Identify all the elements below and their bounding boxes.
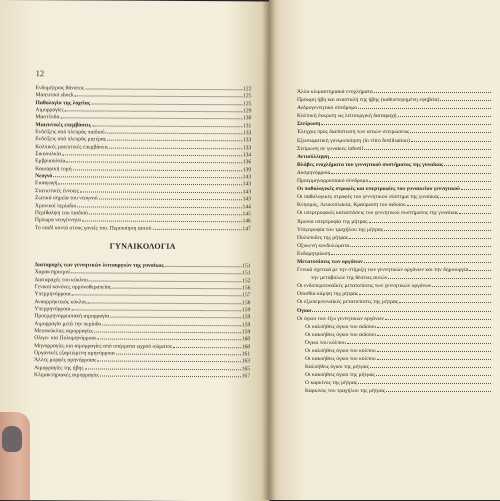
toc-list-obstetrics [35, 85, 252, 233]
toc-dot-leader [369, 181, 491, 182]
toc-entry-page: 160 [241, 336, 251, 343]
toc-entry-title: Πολύποδες της μήτρας [297, 234, 349, 241]
toc-entry [297, 363, 492, 371]
toc-dot-leader [359, 294, 491, 295]
toc-entry [297, 137, 492, 145]
toc-dot-leader [92, 125, 242, 127]
toc-entry [297, 371, 492, 379]
toc-entry-title: Στείρωση σε γυναίκες infertil [297, 145, 364, 152]
toc-entry-title: Εισαγωγή [35, 180, 58, 187]
toc-dot-leader [85, 368, 241, 370]
toc-dot-leader [89, 213, 242, 215]
toc-entry-page: 143 [242, 189, 252, 196]
toc-dot-leader [469, 270, 491, 271]
toc-entry-title: Το παιδί κοντά στους γονείς του. Περιποίηση αυτού [34, 224, 152, 232]
toc-entry [297, 145, 492, 153]
toc-entry-page: 134 [242, 152, 252, 159]
toc-entry [297, 242, 492, 250]
toc-dot-leader [116, 354, 241, 356]
toc-entry-title: Προεμμηνορρυσιακό σύνδρομο [297, 178, 369, 185]
toc-entry [297, 112, 492, 120]
toc-dot-leader [459, 213, 491, 214]
toc-dot-leader [330, 157, 491, 158]
toc-dot-leader [94, 331, 241, 333]
toc-dot-leader [152, 228, 241, 229]
toc-entry-page: 151 [242, 263, 251, 270]
toc-dot-leader [165, 266, 241, 267]
toc-entry [297, 339, 492, 347]
toc-dot-leader [440, 100, 491, 101]
toc-dot-leader [77, 206, 241, 208]
toc-entry-title: Διαταραχές του κύκλου [34, 276, 88, 284]
right-page [269, 0, 500, 500]
toc-dot-leader [386, 391, 491, 392]
toc-entry [297, 266, 492, 274]
toc-entry-page: 157 [242, 292, 251, 299]
toc-dot-leader [73, 169, 242, 171]
toc-entry [297, 209, 492, 217]
toc-entry-title: την μεταβολών της θέσεως αυτών [311, 275, 388, 282]
toc-dot-leader [444, 165, 491, 166]
toc-dot-leader [71, 309, 241, 311]
toc-entry-title: Μηνορραγίες και αιμορραγίες από σπέρματα ωχρού σώματος [34, 342, 173, 350]
toc-entry-title: Γενικά σχετικά με την στήριξη των γεννητικών οργάνων και την δημιουργία [297, 267, 469, 274]
toc-entry-title: Υπερτροφία του τραχήλου της μήτρας [297, 226, 384, 233]
toc-entry [35, 225, 251, 233]
toc-entry-page: 159 [241, 321, 251, 328]
toc-entry-title: Οι υπερτροφικές καταστάσεις του γεννητικού συστήματος της γυναίκας [297, 210, 459, 217]
toc-entry-page: 144 [242, 203, 251, 210]
toc-entry [297, 193, 492, 201]
thumb-nail [2, 426, 22, 452]
toc-entry-title: Προεμμηνορρυσιακή αιμορραγία [34, 313, 110, 320]
toc-entry-page: 161 [241, 351, 251, 358]
toc-dot-leader [411, 141, 491, 142]
toc-dot-leader [347, 343, 491, 344]
toc-dot-leader [349, 238, 491, 239]
toc-dot-leader [358, 383, 491, 384]
toc-dot-leader [377, 351, 491, 352]
toc-entry-title: Διαταραχές των γεννητικών λειτουργιών της γυναίκας [34, 262, 164, 269]
hand-thumb [0, 412, 30, 500]
toc-dot-leader [374, 92, 491, 93]
toc-dot-leader [398, 116, 491, 117]
toc-entry-page: 167 [241, 373, 251, 380]
toc-entry-title: Καρκίνος του τραχήλου της μήτρας [305, 388, 385, 395]
toc-entry-page: 163 [241, 358, 251, 365]
toc-dot-leader [80, 191, 242, 193]
toc-entry [297, 307, 492, 315]
toc-dot-leader [399, 302, 491, 303]
toc-dot-leader [432, 286, 491, 287]
toc-entry [297, 234, 492, 242]
toc-dot-leader [82, 221, 242, 223]
toc-entry-title: Ζωτικά σημεία του νεογνού [34, 195, 98, 202]
toc-entry-title: Γενικοί κανόνες ορμονοθεραπείας [34, 284, 112, 291]
toc-dot-leader [377, 335, 491, 336]
toc-dot-leader [331, 173, 491, 174]
toc-entry-title: Χαρακτηρισμοί [34, 269, 70, 276]
toc-entry-page: 152 [242, 277, 251, 284]
toc-entry [297, 331, 492, 339]
toc-entry [297, 379, 492, 387]
toc-entry-page: 158 [242, 299, 251, 306]
toc-entry-page: 125 [243, 93, 252, 100]
toc-entry-title: Εμβρυουλκία [35, 158, 66, 165]
toc-entry [297, 315, 492, 323]
toc-entry [297, 88, 492, 96]
toc-dot-leader [66, 162, 241, 164]
toc-dot-leader [60, 118, 242, 120]
toc-entry-title: Δυσμηνόρροια [297, 169, 331, 176]
toc-entry-title: Αντισύλληψη [297, 153, 330, 160]
toc-entry-title: Οι καλοήθεις όγκοι του κόλπου [305, 348, 376, 354]
toc-entry-title: Πρόωρα νεογέννητα [34, 217, 81, 224]
toc-entry-title: Οι όγκοι των έξω γεννητικών οργάνων [297, 315, 384, 322]
toc-entry-title: Οι παθολογικές στροφές του γεννητικού σύστημα της γυναίκας [297, 194, 440, 201]
toc-entry-title: Καισαρική τομή [35, 165, 72, 173]
toc-entry [297, 218, 492, 226]
toc-entry-title: Βλάβες ενοχλήματα του γεννητικού συστήματος της γυναίκας [297, 161, 444, 168]
toc-dot-leader [107, 140, 242, 142]
toc-dot-leader [98, 199, 241, 201]
book-gutter [262, 0, 276, 500]
toc-dot-leader [65, 110, 242, 112]
toc-dot-leader [62, 154, 242, 156]
toc-entry-title: Χρονία υπερτροφία της μήτρας [297, 218, 368, 225]
toc-dot-leader [376, 375, 491, 376]
toc-entry-page: 165 [241, 365, 251, 373]
toc-dot-leader [102, 324, 241, 326]
toc-entry-title: Άλλα κλιμακτηριακά ενοχλήματα [297, 89, 373, 95]
toc-entry [297, 128, 492, 136]
toc-entry-page: 129 [243, 108, 252, 115]
toc-entry-title: Όγκοι του κόλπου [305, 339, 346, 346]
toc-entry-title: Ενδομήτριος θάνατος [35, 85, 85, 92]
toc-entry-title: Οι εξωπεριτοναϊκές μετατοπίσεις της μήτρας [297, 299, 399, 306]
toc-dot-leader [377, 327, 491, 328]
toc-entry-page: 159 [241, 307, 251, 314]
toc-entry-title: Ενδείξεις από πλευράς μητέρας [35, 136, 107, 143]
toc-entry [297, 153, 492, 161]
toc-entry-page: 143 [242, 181, 252, 188]
toc-entry-title: Αιμορραγίες [35, 107, 64, 114]
toc-entry-title: Κνησμός, Λευκοπλακία, Κραύρωση του αιδοίου [297, 202, 406, 209]
toc-dot-leader [385, 319, 491, 320]
toc-dot-leader [377, 359, 491, 360]
toc-dot-leader [53, 176, 241, 178]
toc-entry-title: Οι κακοήθεις όγκοι του κόλπου [305, 356, 376, 363]
toc-entry [297, 323, 492, 331]
toc-entry [297, 387, 492, 395]
toc-dot-leader [75, 96, 242, 98]
toc-list-right [297, 88, 492, 396]
toc-entry-page: 146 [242, 218, 251, 225]
toc-dot-leader [321, 124, 491, 125]
toc-entry-title: Υπερμηνόρροια [34, 291, 71, 298]
toc-entry [297, 185, 492, 193]
toc-entry-title: Αιμορραγίες της ήβης [34, 364, 84, 372]
toc-dot-leader [100, 376, 240, 378]
toc-entry-page: 133 [242, 145, 252, 152]
toc-entry-title: Μαιευτικό shock [35, 92, 74, 99]
toc-entry-title: Σικυουλκία [35, 151, 62, 158]
toc-entry-page: 156 [242, 285, 251, 292]
toc-dot-leader [97, 339, 241, 341]
toc-dot-leader [388, 278, 491, 279]
toc-entry-page: 159 [241, 314, 251, 321]
toc-entry-title: Χρονικοί περίοδοι [34, 202, 77, 209]
toc-list-gynecology [34, 262, 251, 381]
toc-entry-title: Στατιστικές έννοιες [34, 187, 79, 195]
toc-entry-title: Καλοήθεις όγκοι της μήτρας [305, 364, 369, 371]
toc-entry [297, 298, 492, 306]
toc-entry-title: Μετατοπίσεις των οργάνων [297, 258, 363, 265]
toc-entry-title: Νεογνό [35, 173, 53, 180]
section-title-gynecology: ΓΥΝΑΙΚΟΛΟΓΙΑ [109, 241, 176, 251]
toc-entry-page: 145 [242, 211, 251, 218]
toc-dot-leader [312, 311, 491, 312]
toc-dot-leader [88, 302, 241, 304]
toc-entry-page: 125 [243, 100, 252, 108]
toc-dot-leader [72, 295, 242, 297]
toc-entry-page: 139 [242, 167, 252, 174]
toc-entry-page: 136 [242, 159, 252, 166]
toc-dot-leader [98, 361, 241, 363]
toc-entry [297, 169, 492, 177]
toc-entry [297, 274, 492, 282]
toc-entry-page: 133 [242, 130, 252, 137]
toc-entry-page: 131 [242, 122, 252, 130]
toc-entry-title: Πρόωρη ήβη και ανασταλή της ήβης (καθυστερημένη εφηβεία) [297, 97, 440, 104]
toc-entry-title: Οι ενδοπεριτοναϊκές μετατοπίσεις των γεννητικών οργάνων [297, 283, 432, 290]
toc-entry-title: Ενδομητρίωση [297, 250, 331, 257]
toc-dot-leader [364, 262, 491, 263]
toc-entry [297, 347, 492, 355]
toc-entry [297, 226, 492, 234]
toc-dot-leader [407, 205, 491, 206]
toc-dot-leader [71, 273, 241, 275]
toc-entry-page: 133 [242, 137, 252, 144]
toc-entry-title: Κολπική έκκριση ως λειτουργική διαταραχή [297, 113, 397, 120]
toc-dot-leader [112, 287, 241, 289]
toc-entry-page: 122 [243, 86, 252, 93]
toc-entry-title: Παθολογία της λοχείας [35, 99, 91, 107]
toc-entry-title: Κολπικές μαιευτικές επεμβάσεις [35, 143, 109, 151]
toc-entry-page: 143 [242, 174, 252, 181]
toc-entry [297, 250, 492, 258]
toc-entry-title: Οξυκενή κονδυλώματα [297, 242, 350, 249]
toc-entry-title: Οι παθολογικές στροφές και υπερτροφίες του γυναικείου γεννητικού [297, 186, 460, 193]
toc-entry-title: Μαιευτικές επεμβάσεις [35, 121, 91, 129]
toc-dot-leader [369, 222, 491, 223]
toc-entry-page: 151 [242, 270, 251, 277]
toc-dot-leader [370, 367, 491, 368]
toc-entry-title: Ενδείξεις από πλευράς παιδιού [35, 129, 105, 136]
toc-dot-leader [85, 88, 242, 90]
toc-entry-title: Μεσοκύκλιες αιμορραγίες [34, 328, 94, 335]
toc-dot-leader [106, 133, 242, 135]
toc-dot-leader [364, 149, 491, 150]
toc-entry-title: Εξωσωματική γονιμοποίηση (in vitro fertilisation) [297, 137, 410, 144]
toc-entry-title: Περίθαλψη του παιδιού [34, 210, 88, 217]
toc-dot-leader [89, 280, 241, 282]
toc-entry-page: 160 [241, 343, 251, 350]
toc-entry [34, 372, 250, 380]
toc-dot-leader [410, 132, 491, 133]
toc-entry-page: 130 [242, 115, 252, 122]
toc-entry-title: Όγκοι [297, 307, 312, 314]
toc-entry-title: Αναορρηκτικός κύκλος [34, 298, 87, 306]
toc-entry-title: Οι κακοήθεις όγκοι του αιδοίου [305, 331, 377, 338]
toc-entry [297, 161, 492, 169]
toc-entry-title: Στείρωση [297, 121, 321, 128]
toc-dot-leader [91, 103, 242, 105]
toc-entry [297, 120, 492, 128]
toc-dot-leader [331, 254, 491, 255]
toc-entry-title: Έλεγχος προς διαπίστωση των αιτιών στειρώσεως [297, 129, 410, 136]
toc-entry [297, 258, 492, 266]
toc-entry-page: 159 [241, 329, 251, 336]
toc-entry [297, 201, 492, 209]
toc-entry [297, 177, 492, 185]
toc-dot-leader [350, 246, 491, 247]
toc-entry [297, 282, 492, 290]
toc-entry-title: Ολιγο- και Πολυμηνόρροια [34, 335, 96, 342]
toc-entry [297, 104, 492, 112]
toc-entry-title: Κλιμακτηριακές αιμορραγίες [34, 372, 100, 379]
toc-dot-leader [110, 317, 241, 319]
toc-dot-leader [58, 184, 241, 186]
toc-entry-title: Μαστίτιδα [35, 114, 60, 121]
toc-entry-title: Οι κακοήθεις όγκοι της μήτρας [305, 372, 375, 379]
page-number: 12 [35, 68, 45, 79]
toc-entry-title: Οι καλοήθεις όγκοι του αιδοίου [305, 323, 377, 330]
toc-entry [297, 290, 492, 298]
toc-entry-page: 147 [242, 225, 251, 232]
toc-entry [297, 355, 492, 363]
toc-dot-leader [384, 230, 491, 231]
toc-dot-leader [440, 197, 491, 198]
toc-entry-title: Ανδρογεννητικό σύνδρομο [297, 105, 358, 112]
toc-entry-title: Ο καρκίνος της μήτρας [305, 380, 358, 387]
toc-entry-title: Αιμορραγία μετά την περίοδο [34, 320, 102, 328]
toc-dot-leader [358, 108, 491, 109]
toc-entry-page: 143 [242, 196, 251, 203]
toc-entry [297, 96, 492, 104]
toc-entry-title: Οπισθία κάμψη της μήτρας [297, 291, 359, 298]
toc-entry-title: Υπερμηνόρροια [34, 306, 71, 313]
toc-entry-title: Οργανικές εξαρτώμενη αμηνόρροια [34, 350, 115, 357]
toc-dot-leader [173, 347, 240, 348]
toc-dot-leader [461, 189, 491, 190]
toc-entry-title: Άλλες μορφές αμηνόρροιας [34, 357, 97, 364]
toc-dot-leader [109, 147, 241, 149]
